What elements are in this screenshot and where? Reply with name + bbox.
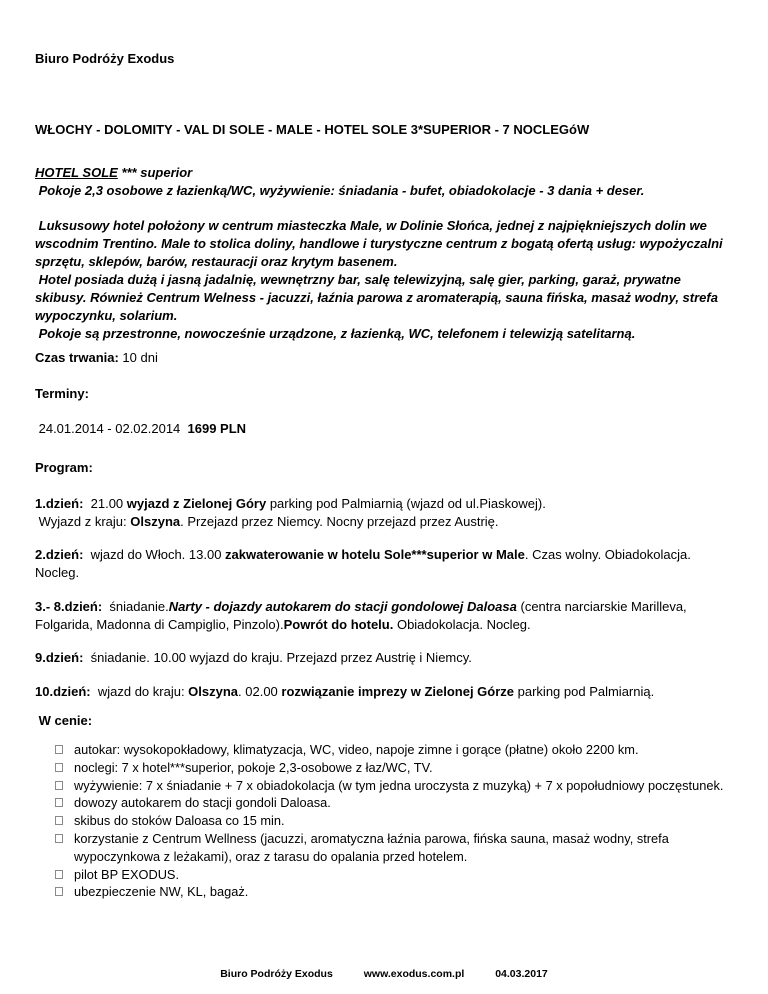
checkbox-icon	[55, 745, 63, 754]
checkbox-icon	[55, 887, 63, 896]
list-item: dowozy autokarem do stacji gondoli Daloasa.	[55, 794, 733, 812]
footer-date: 04.03.2017	[495, 968, 548, 980]
list-item: skibus do stoków Daloasa co 15 min.	[55, 812, 733, 830]
list-item: wyżywienie: 7 x śniadanie + 7 x obiadokolacja (w tym jedna uroczysta z muzyką) + 7 x popołudniowy poczęstunek.	[55, 777, 733, 795]
checkbox-icon	[55, 798, 63, 807]
checkbox-icon	[55, 834, 63, 843]
program-day-3-8: 3.- 8.dzień: śniadanie.Narty - dojazdy autokarem do stacji gondolowej Daloasa (centra narciarskie Marilleva, Folgarida, Madonna di Campiglio, Pinzolo).Powrót do hotelu. Obiadokolacja. Nocleg.	[35, 599, 691, 632]
list-item: pilot BP EXODUS.	[55, 866, 733, 884]
duration-value: 10 dni	[118, 350, 158, 365]
term-row	[35, 420, 733, 438]
footer-company: Biuro Podróży Exodus	[220, 968, 333, 980]
duration	[35, 349, 733, 367]
program-day-1: 1.dzień: 21.00 wyjazd z Zielonej Góry parking pod Palmiarnią (wjazd od ul.Piaskowej). Wyjazd z kraju: Olszyna. Przejazd przez Niemcy. Nocny przejazd przez Austrię.	[35, 496, 546, 529]
checkbox-icon	[55, 763, 63, 772]
checkbox-icon	[55, 870, 63, 879]
hotel-description	[35, 217, 733, 343]
page-footer	[0, 968, 768, 980]
checkbox-icon	[55, 781, 63, 790]
hotel-stars: *** superior	[117, 165, 193, 180]
program-day-9: 9.dzień: śniadanie. 10.00 wyjazd do kraju. Przejazd przez Austrię i Niemcy.	[35, 650, 472, 665]
list-item: autokar: wysokopokładowy, klimatyzacja, WC, video, napoje zimne i gorące (płatne) około 2200 km.	[55, 741, 733, 759]
program-day-2: 2.dzień: wjazd do Włoch. 13.00 zakwaterowanie w hotelu Sole***superior w Male. Czas wolny. Obiadokolacja. Nocleg.	[35, 547, 695, 580]
hotel-desc-2: Hotel posiada dużą i jasną jadalnię, wewnętrzny bar, salę telewizyjną, salę gier, parking, garaż, prywatne skibusy. Również Centrum Welness - jacuzzi, łaźnia parowa z aromaterapią, sauna fińska, masaż wodny, strefa wypoczynku, solarium.	[35, 272, 722, 323]
offer-title: WŁOCHY - DOLOMITY - VAL DI SOLE - MALE - HOTEL SOLE 3*SUPERIOR - 7 NOCLEGóW	[35, 122, 590, 137]
hotel-desc-1: Luksusowy hotel położony w centrum miasteczka Male, w Dolinie Słońca, jednej z najpiękniejszych dolin we wscodnim Trentino. Male to stolica doliny, handlowe i turystyczne centrum z bogatą ofertą usług: wypożyczalni sprzętu, sklepów, barów, restauracji oraz krytym basenem.	[35, 218, 727, 269]
program-day-10: 10.dzień: wjazd do kraju: Olszyna. 02.00 rozwiązanie imprezy w Zielonej Górze parking pod Palmiarnią.	[35, 684, 655, 699]
term-price: 1699 PLN	[183, 421, 247, 436]
footer-url[interactable]: www.exodus.com.pl	[363, 968, 465, 980]
hotel-name: HOTEL SOLE	[35, 165, 118, 180]
list-item: noclegi: 7 x hotel***superior, pokoje 2,3-osobowe z łaz/WC, TV.	[55, 759, 733, 777]
checkbox-icon	[55, 816, 63, 825]
hotel-desc-3: Pokoje są przestronne, nowocześnie urządzone, z łazienką, WC, telefonem i telewizją satelitarną.	[35, 326, 636, 341]
terms-label: Terminy:	[35, 386, 89, 401]
list-item: korzystanie z Centrum Wellness (jacuzzi, aromatyczna łaźnia parowa, fińska sauna, masaż wodny, strefa wypoczynkowa z leżakami), oraz z tarasu do opalania przed hotelem.	[55, 830, 733, 866]
hotel-rooms: Pokoje 2,3 osobowe z łazienką/WC, wyżywienie: śniadania - bufet, obiadokolacje - 3 dania + deser.	[35, 183, 645, 198]
list-item: ubezpieczenie NW, KL, bagaż.	[55, 883, 733, 901]
program-label: Program:	[35, 460, 93, 475]
term-dates: 24.01.2014 - 02.02.2014	[35, 421, 184, 436]
price-includes-label: W cenie:	[35, 713, 93, 728]
hotel-section	[35, 164, 733, 200]
company-header: Biuro Podróży Exodus	[35, 51, 175, 66]
price-includes-list	[55, 741, 733, 901]
duration-label: Czas trwania:	[35, 350, 119, 365]
